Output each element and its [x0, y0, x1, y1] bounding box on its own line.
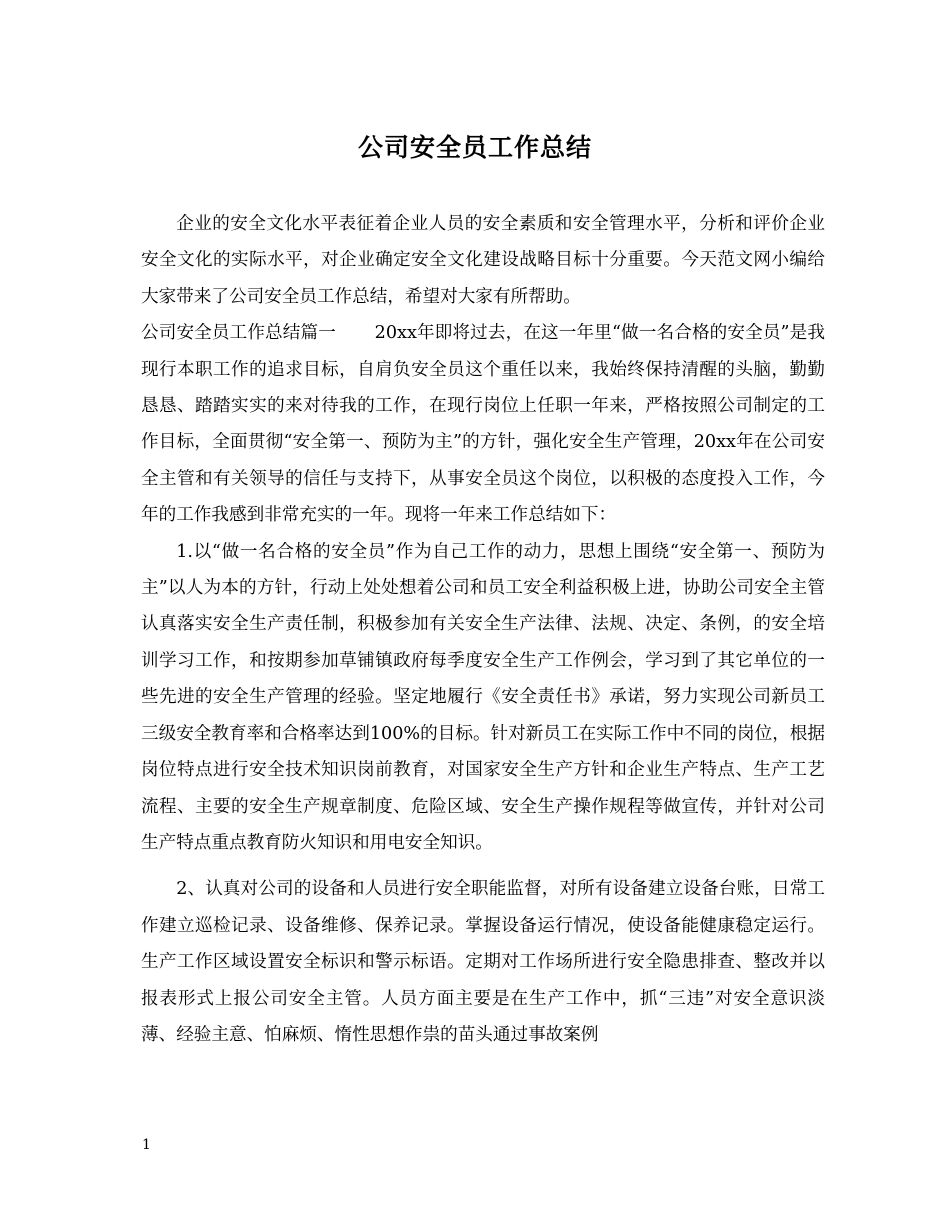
intro-paragraph: 企业的安全文化水平表征着企业人员的安全素质和安全管理水平，分析和评价企业安全文化的实际水平，对企业确定安全文化建设战略目标十分重要。今天范文网小编给大家带来了公司安全员工作总结，希望对大家有所帮助。: [141, 214, 825, 307]
section-intro-text: 20xx年即将过去，在这一年里“做一名合格的安全员”是我现行本职工作的追求目标，自肩负安全员这个重任以来，我始终保持清醒的头脑，勤勤恳恳、踏踏实实的来对待我的工作，在现行岗位上任职一年来，严格按照公司制定的工作目标，全面贯彻“安全第一、预防为主”的方针，强化安全生产管理，20xx年在公司安全主管和有关领导的信任与支持下，从事安全员这个岗位，以积极的态度投入工作，今年的工作我感到非常充实的一年。现将一年来工作总结如下：: [141, 323, 825, 526]
point-1-paragraph: 1.以“做一名合格的安全员”作为自己工作的动力，思想上围绕“安全第一、预防为主”以人为本的方针，行动上处处想着公司和员工安全利益积极上进，协助公司安全主管认真落实安全生产责任制，积极参加有关安全生产法律、法规、决定、条例，的安全培训学习工作，和按期参加草铺镇政府每季度安全生产工作例会，学习到了其它单位的一些先进的安全生产管理的经验。坚定地履行《安全责任书》承诺，努力实现公司新员工三级安全教育率和合格率达到100%的目标。针对新员工在实际工作中不同的岗位，根据岗位特点进行安全技术知识岗前教育，对国家安全生产方针和企业生产特点、生产工艺流程、主要的安全生产规章制度、危险区域、安全生产操作规程等做宣传，并针对公司生产特点重点教育防火知识和用电安全知识。: [141, 541, 825, 853]
section-paragraph: [141, 315, 825, 533]
section-heading: 公司安全员工作总结篇一: [141, 323, 336, 344]
document-title: 公司安全员工作总结: [357, 133, 592, 162]
point-2-paragraph: 2、认真对公司的设备和人员进行安全职能监督，对所有设备建立设备台账，日常工作建立巡检记录、设备维修、保养记录。掌握设备运行情况，使设备能健康稳定运行。生产工作区域设置安全标识和警示标语。定期对工作场所进行安全隐患排查、整改并以报表形式上报公司安全主管。人员方面主要是在生产工作中，抓“三违”对安全意识淡薄、经验主意、怕麻烦、惰性思想作祟的苗头通过事故案例: [141, 879, 825, 1045]
document-body: [141, 206, 825, 1053]
page-number: 1: [142, 1137, 151, 1153]
